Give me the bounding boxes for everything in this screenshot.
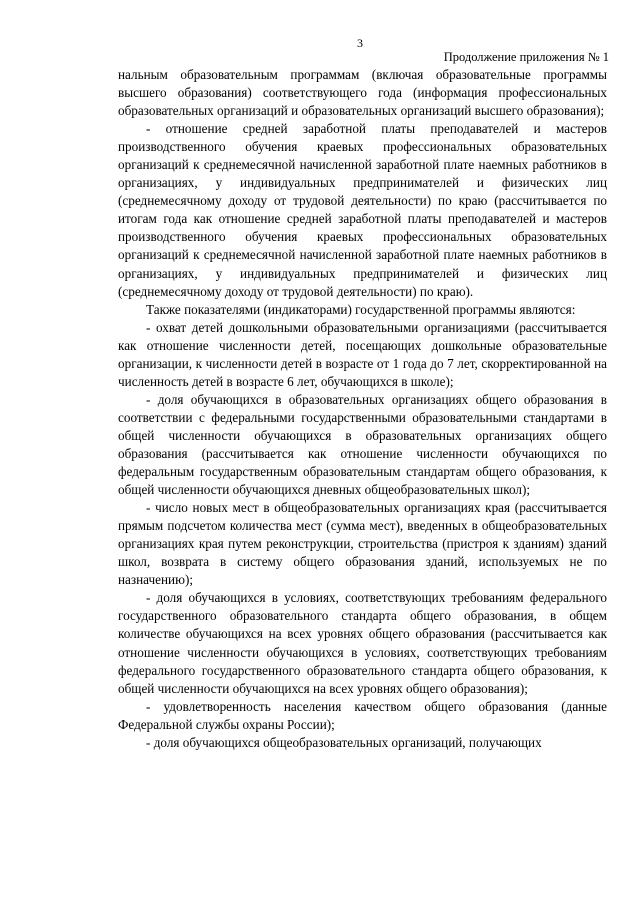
paragraph-fgos-share: - доля обучающихся в образовательных организациях общего образования в соответствии с федеральными государственными образовательными стандартами в общей численности обучающихся в образовательных организациях общего образования (рассчитывается как отношение численности обучающихся по федеральным государственным образовательным стандартам общего образования, к общей численности обучающихся дневных общеобразовательных школ); <box>118 391 607 498</box>
paragraph-new-school-places: - число новых мест в общеобразовательных организациях края (рассчитывается прямым подсчетом количества мест (сумма мест), введенных в общеобразовательных организациях края путем реконструкции, строительства (пристроя к зданиям) зданий школ, возврата в систему общего образования зданий, используемых не по назначению); <box>118 500 607 588</box>
paragraph-salary-ratio: - отношение средней заработной платы преподавателей и мастеров производственного обучения краевых профессиональных образовательных организаций к среднемесячной начисленной заработной плате наемных работников в организациях, у индивидуальных предпринимателей и физических лиц (среднемесячному доходу от трудовой деятельности) по краю (рассчитывается по итогам года как отношение средней заработной платы преподавателей и мастеров производственного обучения краевых профессиональных образовательных организаций к среднемесячной начисленной заработной плате наемных работников в организациях, у индивидуальных предпринимателей и физических лиц (среднемесячному доходу от трудовой деятельности) по краю). <box>118 121 607 299</box>
paragraph-preschool-coverage: - охват детей дошкольными образовательными организациями (рассчитывается как отношение численности детей, посещающих дошкольные образовательные организации, к численности детей в возрасте от 1 года до 7 лет, скорректированной на численность детей в возрасте 6 лет, обучающихся в школе); <box>118 319 607 389</box>
paragraph-conditions-share: - доля обучающихся в условиях, соответствующих требованиям федерального государственного образовательного стандарта общего образования, в общем количестве обучающихся на всех уровнях общего образования (рассчитывается как отношение численности обучающихся в условиях, соответствующих требованиям федерального государственного образовательного стандарта общего образования, к общей численности обучающихся на всех уровнях общего образования); <box>118 590 607 696</box>
paragraph-satisfaction: - удовлетворенность населения качеством общего образования (данные Федеральной службы охраны России); <box>118 698 607 732</box>
paragraph-students-share: - доля обучающихся общеобразовательных организаций, получающих <box>146 734 542 750</box>
body-text <box>118 66 607 752</box>
page-number: 3 <box>357 36 363 50</box>
paragraph-continuation: нальным образовательным программам (включая образовательные программы высшего образования) соответствующего года (информация профессиональных образовательных организаций и образовательных организаций высшего образования); <box>118 67 607 119</box>
paragraph-indicators-intro: Также показателями (индикаторами) государственной программы являются: <box>146 301 576 317</box>
appendix-continuation-note: Продолжение приложения № 1 <box>443 50 609 64</box>
